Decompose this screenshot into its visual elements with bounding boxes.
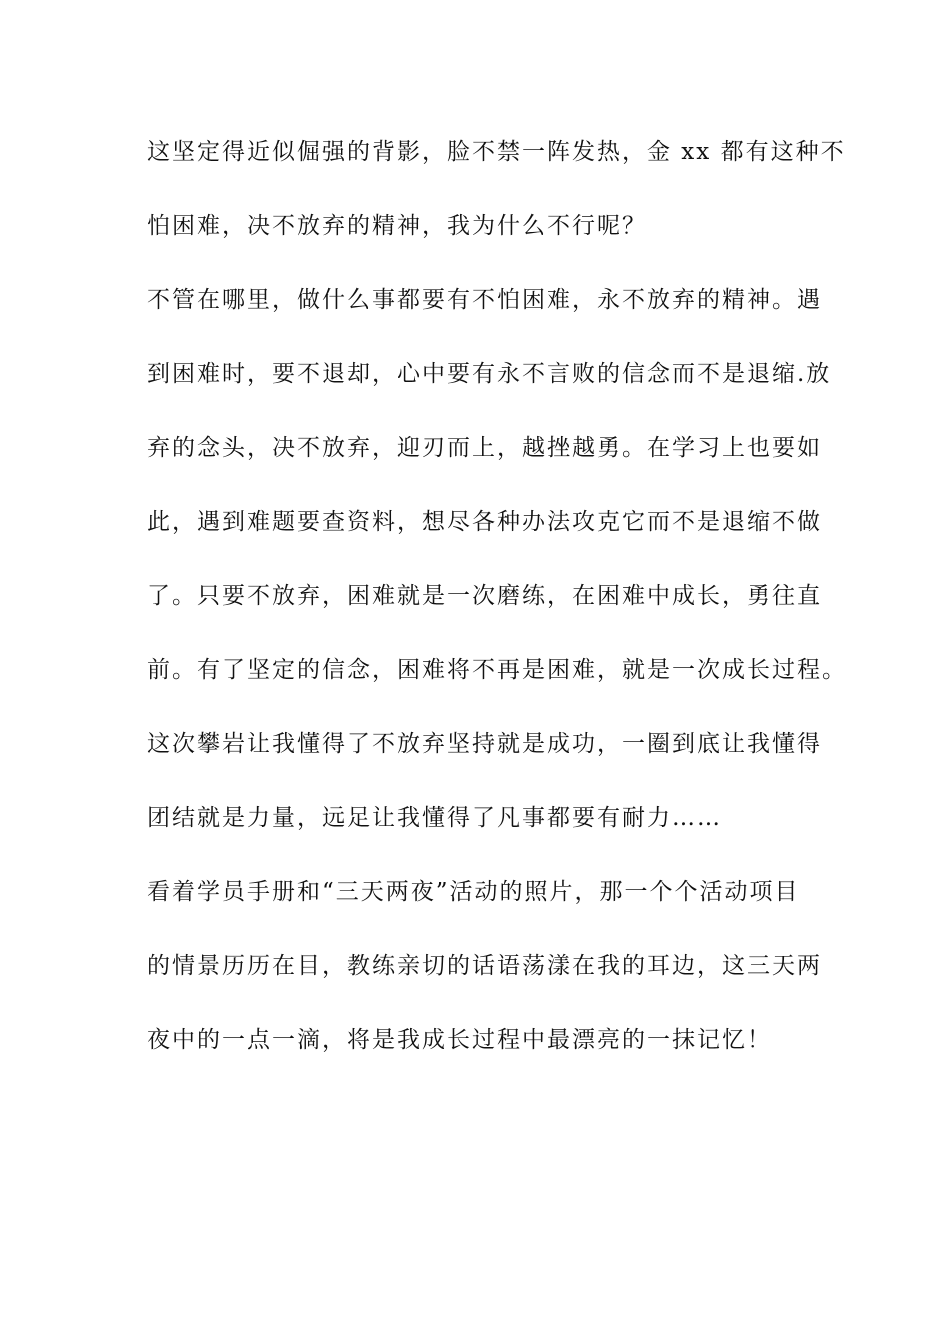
text-line: 此，遇到难题要查资料，想尽各种办法攻克它而不是退缩不做: [147, 509, 822, 535]
text-line: 团结就是力量，远足让我懂得了凡事都要有耐力……: [147, 805, 722, 831]
text-line: 前。有了坚定的信念，困难将不再是困难，就是一次成长过程。: [147, 657, 847, 683]
document-body: [147, 132, 847, 1094]
text-line: 弃的念头，决不放弃，迎刃而上，越挫越勇。在学习上也要如: [147, 435, 822, 461]
text-line: 不管在哪里，做什么事都要有不怕困难，永不放弃的精神。遇: [147, 287, 822, 313]
text-line: 到困难时，要不退却，心中要有永不言败的信念而不是退缩.放: [147, 361, 832, 387]
text-line: 看着学员手册和“三天两夜”活动的照片，那一个个活动项目: [147, 879, 800, 905]
text-line: 这坚定得近似倔强的背影，脸不禁一阵发热，金 xx 都有这种不: [147, 139, 846, 165]
text-line: 这次攀岩让我懂得了不放弃坚持就是成功，一圈到底让我懂得: [147, 731, 822, 757]
text-line: 怕困难，决不放弃的精神，我为什么不行呢？: [147, 213, 647, 239]
text-line: 了。只要不放弃，困难就是一次磨练，在困难中成长，勇往直: [147, 583, 822, 609]
text-line: 的情景历历在目，教练亲切的话语荡漾在我的耳边，这三天两: [147, 953, 822, 979]
text-line: 夜中的一点一滴，将是我成长过程中最漂亮的一抹记忆！: [147, 1027, 772, 1053]
